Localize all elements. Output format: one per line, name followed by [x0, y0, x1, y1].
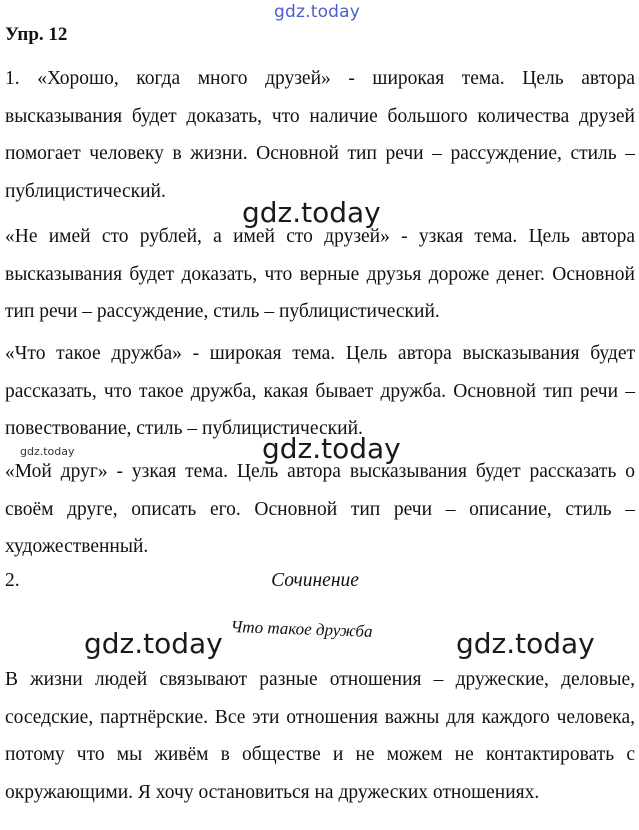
paragraph-5: В жизни людей связывают разные отношения – дружеские, деловые, соседские, партнёрские. Все эти отношения важны для каждого человека, потому что мы живём в обществе и не можем не контактировать с окружающими. Я хочу остановиться на дружеских отношениях.: [5, 669, 635, 803]
paragraph-1: 1. «Хорошо, когда много друзей» - широкая тема. Цель автора высказывания будет доказать, что наличие большого количества друзей помогает человеку в жизни. Основной тип речи – рассуждение, стиль – публицистический.: [5, 68, 635, 202]
essay-title: Сочинение: [271, 570, 359, 591]
watermark-2: gdz.today: [262, 432, 401, 465]
paragraph-2: «Не имей сто рублей, а имей сто друзей» - узкая тема. Цель автора высказывания будет доказать, что верные друзья дороже денег. Основной тип речи – рассуждение, стиль – публицистический.: [5, 226, 635, 322]
exercise-heading: Упр. 12: [5, 24, 68, 45]
watermark-3: gdz.today: [84, 627, 223, 660]
watermark-4: gdz.today: [456, 627, 595, 660]
section-number: 2.: [5, 570, 20, 591]
essay-subtitle: Что такое дружба: [230, 617, 373, 641]
watermark-top[interactable]: gdz.today: [274, 2, 361, 22]
watermark-1: gdz.today: [242, 196, 381, 229]
paragraph-3: «Что такое дружба» - широкая тема. Цель автора высказывания будет рассказать, что такое дружба, какая бывает дружба. Основной тип речи – повествование, стиль – публицистический.: [5, 343, 635, 439]
watermark-small: gdz.today: [20, 445, 75, 458]
paragraph-4: «Мой друг» - узкая тема. Цель автора высказывания будет рассказать о своём друге, описать его. Основной тип речи – описание, стиль – художественный.: [5, 461, 635, 557]
